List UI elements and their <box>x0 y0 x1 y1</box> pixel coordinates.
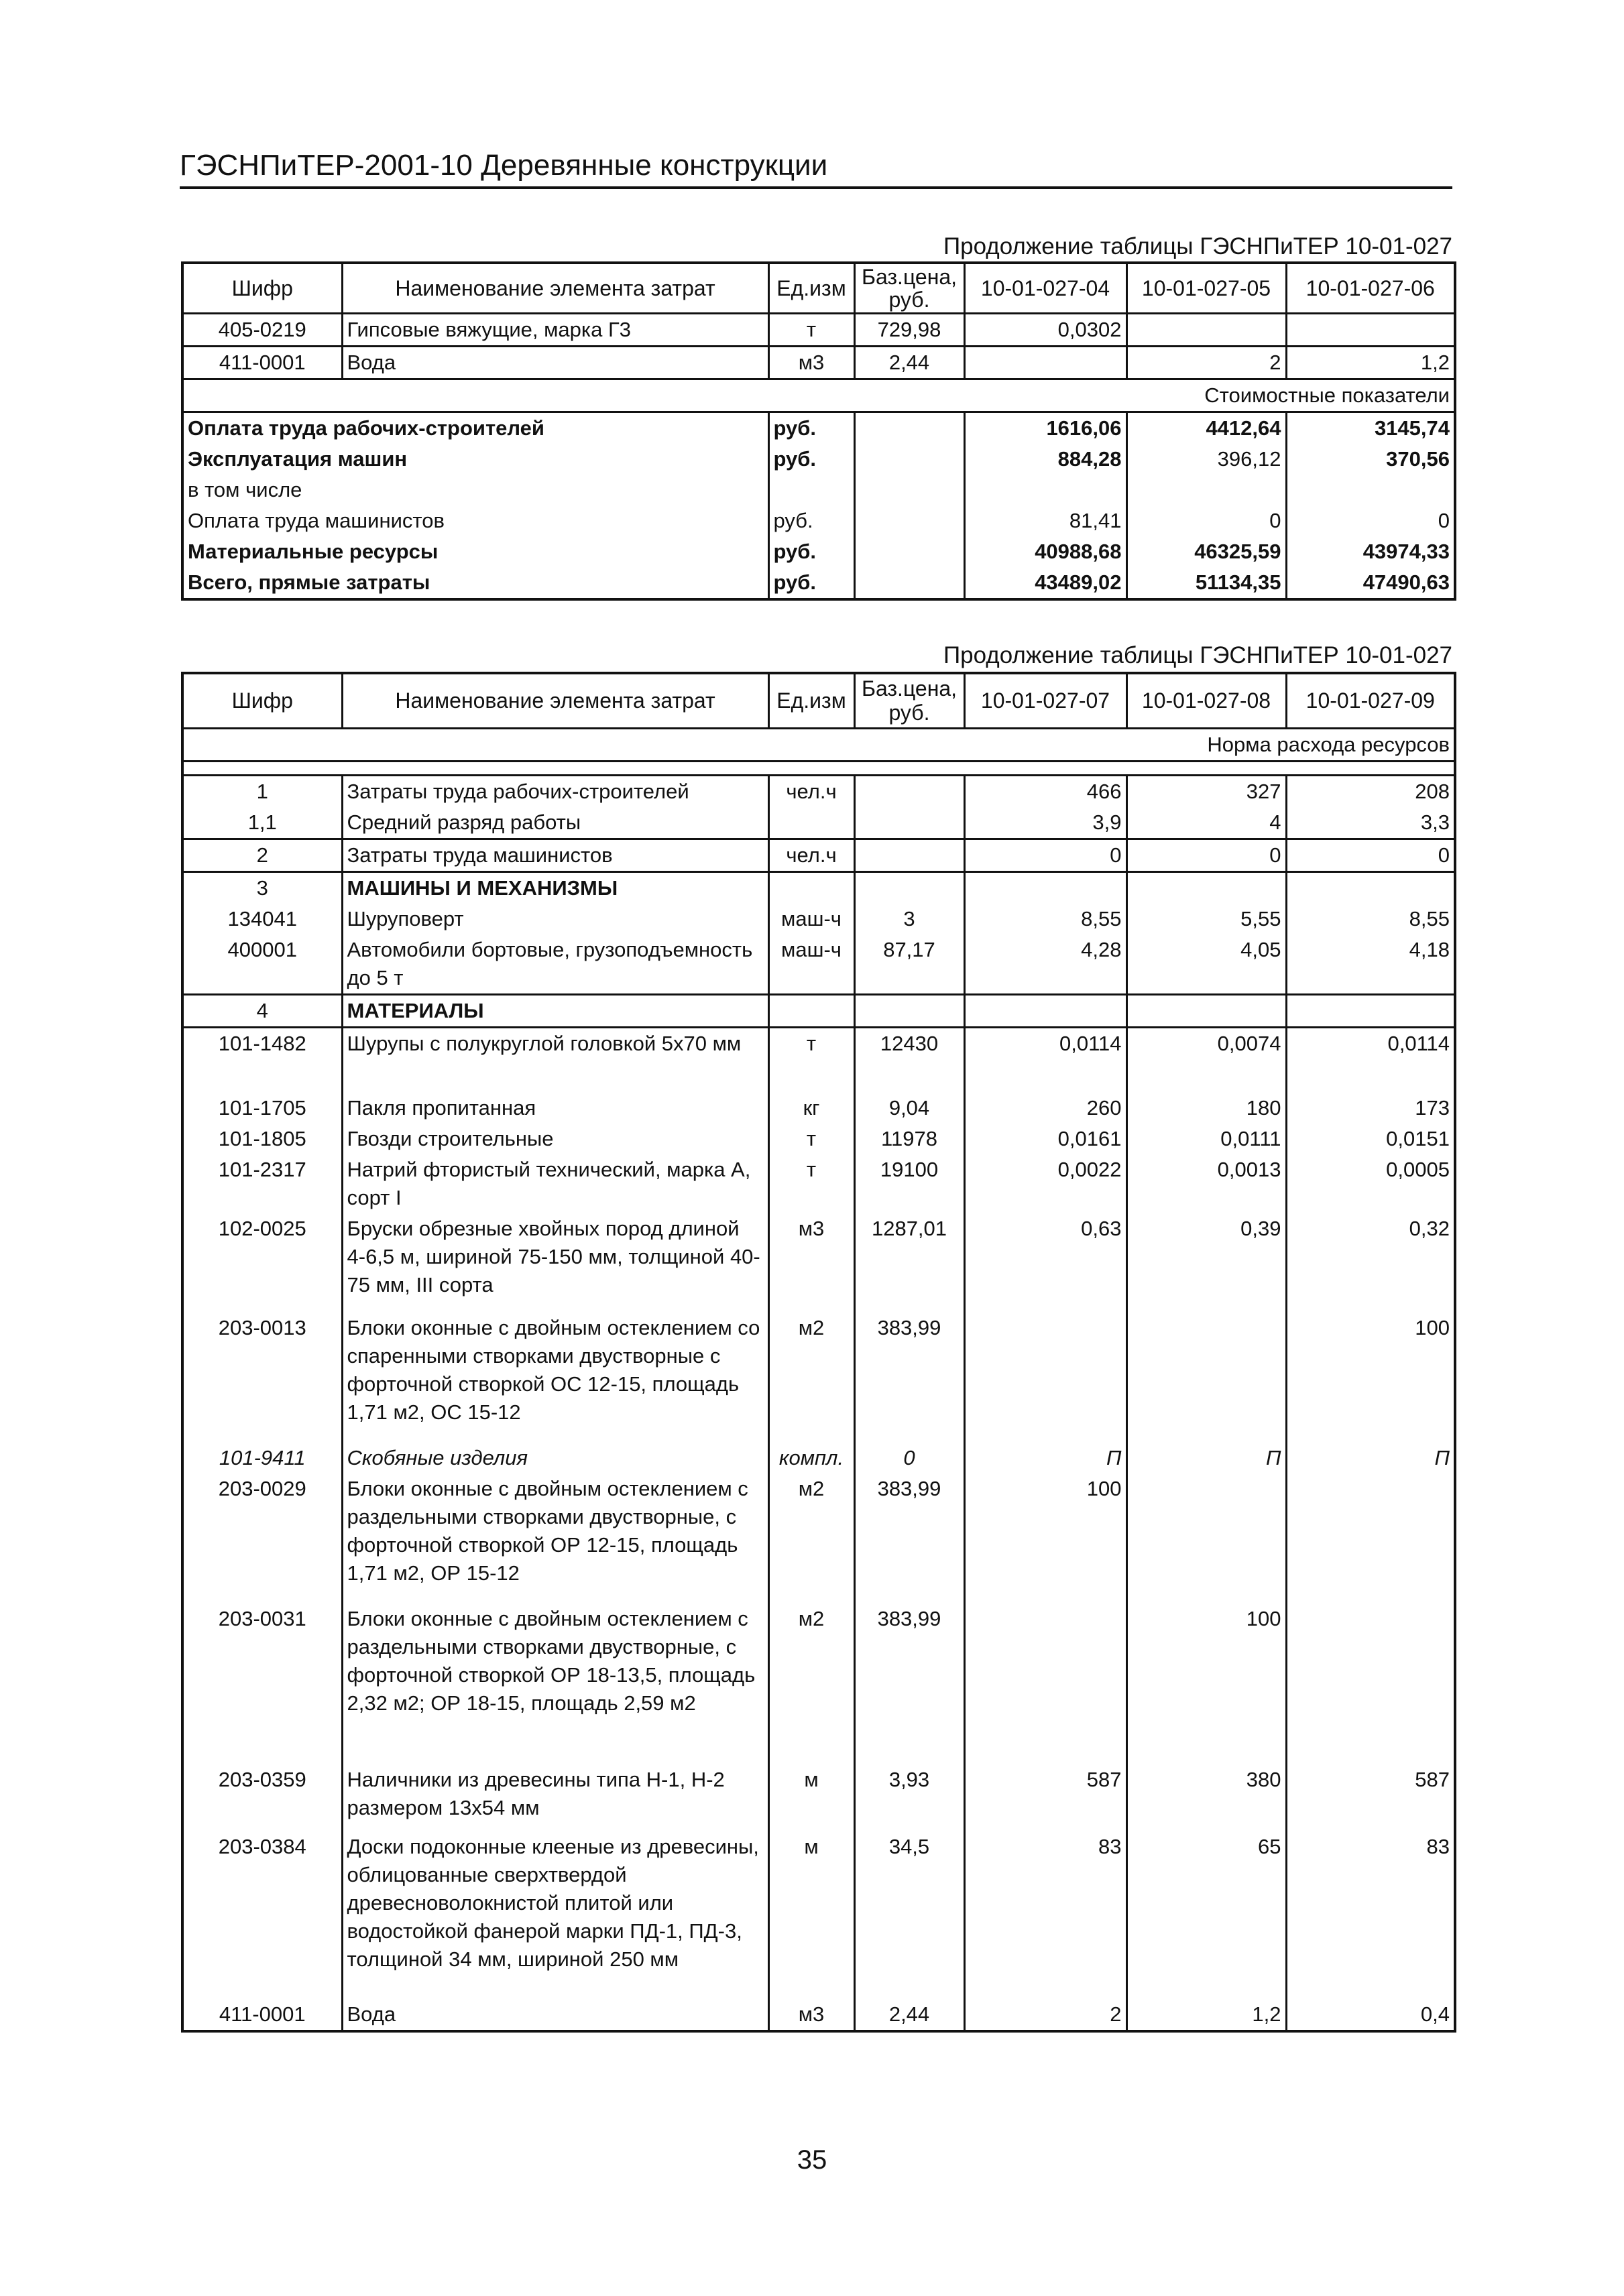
cell-v3: 0,4 <box>1286 1999 1455 2031</box>
table-row <box>182 871 1455 904</box>
table-row <box>182 505 1455 536</box>
cell-v1: 587 <box>964 1764 1126 1831</box>
cell-name: Материальные ресурсы <box>182 536 768 567</box>
cell-v1: 0,0114 <box>964 1027 1126 1093</box>
cell-v2: 180 <box>1126 1093 1286 1124</box>
table-row <box>182 475 1455 505</box>
cell-unit: м2 <box>768 1604 854 1764</box>
cell-v1: 3,9 <box>964 807 1126 839</box>
cell-v1: 100 <box>964 1473 1126 1604</box>
table-row <box>182 347 1455 379</box>
cell-v3: 4,18 <box>1286 934 1455 995</box>
spacer-row <box>182 761 1455 775</box>
cell-code: 411-0001 <box>182 1999 342 2031</box>
cell-unit <box>768 807 854 839</box>
cell-v2: 0,39 <box>1126 1213 1286 1313</box>
cell-v3: 0 <box>1286 505 1455 536</box>
cell-code: 1 <box>182 775 342 807</box>
cell-name: Натрий фтористый технический, марка А, сорт I <box>342 1154 768 1213</box>
cell-price: 11978 <box>854 1124 964 1154</box>
cell-price <box>854 807 964 839</box>
cell-name: Наличники из древесины типа Н-1, Н-2 размером 13х54 мм <box>342 1764 768 1831</box>
cell-v2: 327 <box>1126 775 1286 807</box>
header-col3: 10-01-027-06 <box>1286 263 1455 314</box>
cell-v1: 0,63 <box>964 1213 1126 1313</box>
cell-unit: м2 <box>768 1473 854 1604</box>
cell-code: 405-0219 <box>182 314 342 347</box>
cell-v3: 0,32 <box>1286 1213 1455 1313</box>
cell-code: 101-1805 <box>182 1124 342 1154</box>
cell-unit: руб. <box>768 536 854 567</box>
table-row <box>182 412 1455 444</box>
cell-v1: 0,0022 <box>964 1154 1126 1213</box>
cell-unit: маш-ч <box>768 934 854 995</box>
cell-v3: 0,0005 <box>1286 1154 1455 1213</box>
cell-unit: м <box>768 1831 854 1999</box>
cell-v3 <box>1286 475 1455 505</box>
cell-name: Вода <box>342 1999 768 2031</box>
header-price: Баз.цена, руб. <box>854 673 964 728</box>
cell-v2: 0 <box>1126 505 1286 536</box>
table-row <box>182 807 1455 839</box>
table-row <box>182 314 1455 347</box>
cell-name: Блоки оконные с двойным остеклением со спаренными створками двустворные с форточной створкой ОС 12-15, площадь 1,71 м2, ОС 15-12 <box>342 1313 768 1443</box>
cell-v3: 47490,63 <box>1286 567 1455 599</box>
cell-name: Гвозди строительные <box>342 1124 768 1154</box>
cell-code: 203-0031 <box>182 1604 342 1764</box>
cell-v3: 1,2 <box>1286 347 1455 379</box>
table-row <box>182 1213 1455 1313</box>
table-row <box>182 775 1455 807</box>
cell-v2: 0,0111 <box>1126 1124 1286 1154</box>
cell-unit: руб. <box>768 567 854 599</box>
header-unit: Ед.изм <box>768 673 854 728</box>
cell-name: Бруски обрезные хвойных пород длиной 4-6,5 м, шириной 75-150 мм, толщиной 40-75 мм, III сорта <box>342 1213 768 1313</box>
cell-name: МАШИНЫ И МЕХАНИЗМЫ <box>342 871 768 904</box>
cell-v3 <box>1286 314 1455 347</box>
cell-code: 411-0001 <box>182 347 342 379</box>
table-row <box>182 1473 1455 1604</box>
cell-code: 2 <box>182 839 342 871</box>
table-row <box>182 994 1455 1027</box>
cell-code: 101-9411 <box>182 1443 342 1473</box>
cell-v1: 40988,68 <box>964 536 1126 567</box>
cell-name: в том числе <box>182 475 768 505</box>
table-row <box>182 1999 1455 2031</box>
cell-price: 729,98 <box>854 314 964 347</box>
cell-price: 12430 <box>854 1027 964 1093</box>
cell-price: 0 <box>854 1443 964 1473</box>
cell-price <box>854 567 964 599</box>
cell-unit: т <box>768 1124 854 1154</box>
section-label: Стоимостные показатели <box>182 379 1455 412</box>
cell-v3: 0,0151 <box>1286 1124 1455 1154</box>
cell-name: Шурупы с полукруглой головкой 5х70 мм <box>342 1027 768 1093</box>
cell-unit: т <box>768 1154 854 1213</box>
page-number: 35 <box>797 2145 827 2175</box>
cell-price: 3 <box>854 904 964 934</box>
cell-v1: 43489,02 <box>964 567 1126 599</box>
cell-v1: 83 <box>964 1831 1126 1999</box>
cell-v2: 1,2 <box>1126 1999 1286 2031</box>
cell-v3 <box>1286 1604 1455 1764</box>
cell-price <box>854 505 964 536</box>
table-row <box>182 1604 1455 1764</box>
cell-name: Блоки оконные с двойным остеклением с раздельными створками двустворные, с форточной створкой ОР 18-13,5, площадь 2,32 м2; ОР 18-15, площадь 2,59 м2 <box>342 1604 768 1764</box>
table-row <box>182 1313 1455 1443</box>
cell-v2: 46325,59 <box>1126 536 1286 567</box>
cell-price: 34,5 <box>854 1831 964 1999</box>
table-row <box>182 904 1455 934</box>
page-header: ГЭСНПиТЕР-2001-10 Деревянные конструкции <box>180 149 1452 189</box>
cell-v1 <box>964 347 1126 379</box>
cell-code: 101-2317 <box>182 1154 342 1213</box>
cell-price: 3,93 <box>854 1764 964 1831</box>
header-code: Шифр <box>182 263 342 314</box>
table-row <box>182 567 1455 599</box>
cell-unit: маш-ч <box>768 904 854 934</box>
cell-price <box>854 412 964 444</box>
cell-price: 2,44 <box>854 347 964 379</box>
cell-code: 102-0025 <box>182 1213 342 1313</box>
cell-v2 <box>1126 314 1286 347</box>
cell-unit: м3 <box>768 1999 854 2031</box>
header-col1: 10-01-027-04 <box>964 263 1126 314</box>
header-name: Наименование элемента затрат <box>342 263 768 314</box>
cell-unit: руб. <box>768 444 854 475</box>
cell-code: 4 <box>182 994 342 1027</box>
cell-v2: 0,0074 <box>1126 1027 1286 1093</box>
table-row <box>182 1154 1455 1213</box>
cell-code: 203-0359 <box>182 1764 342 1831</box>
cell-price <box>854 536 964 567</box>
cell-name: Затраты труда рабочих-строителей <box>342 775 768 807</box>
table1 <box>181 261 1456 601</box>
header-unit: Ед.изм <box>768 263 854 314</box>
cell-code: 203-0029 <box>182 1473 342 1604</box>
cell-v1 <box>964 994 1126 1027</box>
cell-unit: руб. <box>768 412 854 444</box>
table-row <box>182 1764 1455 1831</box>
cell-name: Эксплуатация машин <box>182 444 768 475</box>
cell-v2: 4,05 <box>1126 934 1286 995</box>
cell-v2: 65 <box>1126 1831 1286 1999</box>
cell-v1 <box>964 871 1126 904</box>
cell-v2: 100 <box>1126 1604 1286 1764</box>
cell-price <box>854 475 964 505</box>
cell-v3: 3145,74 <box>1286 412 1455 444</box>
cell-code: 1,1 <box>182 807 342 839</box>
cell-v1: 8,55 <box>964 904 1126 934</box>
table-row <box>182 536 1455 567</box>
header-col3: 10-01-027-09 <box>1286 673 1455 728</box>
cell-code: 101-1482 <box>182 1027 342 1093</box>
cell-name: Гипсовые вяжущие, марка Г3 <box>342 314 768 347</box>
table-row <box>182 1093 1455 1124</box>
cell-v3: 100 <box>1286 1313 1455 1443</box>
cell-code: 203-0013 <box>182 1313 342 1443</box>
cell-name: Средний разряд работы <box>342 807 768 839</box>
cell-v2 <box>1126 994 1286 1027</box>
cell-v2: П <box>1126 1443 1286 1473</box>
cell-v3: 8,55 <box>1286 904 1455 934</box>
table-row <box>182 1027 1455 1093</box>
cell-price: 2,44 <box>854 1999 964 2031</box>
cell-code: 101-1705 <box>182 1093 342 1124</box>
cell-v3: 370,56 <box>1286 444 1455 475</box>
cell-v2 <box>1126 1313 1286 1443</box>
cell-v3: 0,0114 <box>1286 1027 1455 1093</box>
cell-name: Оплата труда рабочих-строителей <box>182 412 768 444</box>
cell-unit: м2 <box>768 1313 854 1443</box>
cell-price: 383,99 <box>854 1313 964 1443</box>
cell-price: 19100 <box>854 1154 964 1213</box>
cell-unit: м <box>768 1764 854 1831</box>
cell-name: Шуруповерт <box>342 904 768 934</box>
cell-unit: кг <box>768 1093 854 1124</box>
cell-v2: 0 <box>1126 839 1286 871</box>
cell-name: Пакля пропитанная <box>342 1093 768 1124</box>
cell-v3 <box>1286 871 1455 904</box>
section-row <box>182 728 1455 761</box>
cell-price <box>854 775 964 807</box>
cell-v2: 4412,64 <box>1126 412 1286 444</box>
cell-code: 203-0384 <box>182 1831 342 1999</box>
cell-price <box>854 839 964 871</box>
cell-v1: 0,0161 <box>964 1124 1126 1154</box>
header-col2: 10-01-027-05 <box>1126 263 1286 314</box>
table-row <box>182 934 1455 995</box>
cell-price: 1287,01 <box>854 1213 964 1313</box>
cell-v1: 1616,06 <box>964 412 1126 444</box>
header-col1: 10-01-027-07 <box>964 673 1126 728</box>
cell-v1 <box>964 1604 1126 1764</box>
cell-v3: 83 <box>1286 1831 1455 1999</box>
table-row <box>182 1124 1455 1154</box>
cell-v1: 0,0302 <box>964 314 1126 347</box>
cell-price <box>854 871 964 904</box>
cell-name: Оплата труда машинистов <box>182 505 768 536</box>
cell-code: 134041 <box>182 904 342 934</box>
cell-v3: 3,3 <box>1286 807 1455 839</box>
cell-v1: 2 <box>964 1999 1126 2031</box>
cell-v3: 0 <box>1286 839 1455 871</box>
cell-unit <box>768 475 854 505</box>
cell-v3: П <box>1286 1443 1455 1473</box>
cell-unit: м3 <box>768 347 854 379</box>
cell-v2: 0,0013 <box>1126 1154 1286 1213</box>
cell-v1: 0 <box>964 839 1126 871</box>
cell-name: Затраты труда машинистов <box>342 839 768 871</box>
cell-price: 383,99 <box>854 1604 964 1764</box>
cell-unit <box>768 871 854 904</box>
cell-v2: 4 <box>1126 807 1286 839</box>
cell-unit <box>768 994 854 1027</box>
cell-code: 400001 <box>182 934 342 995</box>
cell-name: Блоки оконные с двойным остеклением с раздельными створками двустворные, с форточной створкой ОР 12-15, площадь 1,71 м2, ОР 15-12 <box>342 1473 768 1604</box>
cell-price <box>854 994 964 1027</box>
table2-caption: Продолжение таблицы ГЭСНПиТЕР 10-01-027 <box>943 642 1452 668</box>
table-row <box>182 1831 1455 1999</box>
table1-caption: Продолжение таблицы ГЭСНПиТЕР 10-01-027 <box>943 233 1452 259</box>
cell-code: 3 <box>182 871 342 904</box>
cell-name: Доски подоконные клееные из древесины, облицованные сверхтвердой древесноволокнистой плитой или водостойкой фанерой марки ПД-1, ПД-3, толщиной 34 мм, шириной 250 мм <box>342 1831 768 1999</box>
cell-name: МАТЕРИАЛЫ <box>342 994 768 1027</box>
cell-price: 87,17 <box>854 934 964 995</box>
cell-v3: 208 <box>1286 775 1455 807</box>
cell-name: Автомобили бортовые, грузоподъемность до 5 т <box>342 934 768 995</box>
cell-unit: компл. <box>768 1443 854 1473</box>
cell-unit: т <box>768 1027 854 1093</box>
cell-v2: 51134,35 <box>1126 567 1286 599</box>
cell-v2: 396,12 <box>1126 444 1286 475</box>
cell-unit: руб. <box>768 505 854 536</box>
cell-v2: 5,55 <box>1126 904 1286 934</box>
cell-name: Скобяные изделия <box>342 1443 768 1473</box>
cell-v2: 380 <box>1126 1764 1286 1831</box>
table-row <box>182 1443 1455 1473</box>
section-label: Норма расхода ресурсов <box>182 728 1455 761</box>
cell-unit: чел.ч <box>768 775 854 807</box>
cell-name: Всего, прямые затраты <box>182 567 768 599</box>
cell-v1: 4,28 <box>964 934 1126 995</box>
cell-v2 <box>1126 1473 1286 1604</box>
cell-v1: 466 <box>964 775 1126 807</box>
cell-v2 <box>1126 871 1286 904</box>
cell-v1 <box>964 475 1126 505</box>
cell-unit: чел.ч <box>768 839 854 871</box>
cell-name: Вода <box>342 347 768 379</box>
table-row <box>182 444 1455 475</box>
header-code: Шифр <box>182 673 342 728</box>
cell-v1: 884,28 <box>964 444 1126 475</box>
cell-v3: 587 <box>1286 1764 1455 1831</box>
cell-v3: 43974,33 <box>1286 536 1455 567</box>
header-name: Наименование элемента затрат <box>342 673 768 728</box>
cell-v1: П <box>964 1443 1126 1473</box>
cell-price: 383,99 <box>854 1473 964 1604</box>
cell-v2: 2 <box>1126 347 1286 379</box>
cell-v3 <box>1286 994 1455 1027</box>
table-row <box>182 839 1455 871</box>
header-col2: 10-01-027-08 <box>1126 673 1286 728</box>
cell-v1: 81,41 <box>964 505 1126 536</box>
cell-unit: м3 <box>768 1213 854 1313</box>
cell-v1: 260 <box>964 1093 1126 1124</box>
cell-price <box>854 444 964 475</box>
cell-price: 9,04 <box>854 1093 964 1124</box>
cell-v1 <box>964 1313 1126 1443</box>
table2 <box>181 672 1456 2033</box>
cell-v3 <box>1286 1473 1455 1604</box>
cell-v3: 173 <box>1286 1093 1455 1124</box>
section-row <box>182 379 1455 412</box>
header-price: Баз.цена, руб. <box>854 263 964 314</box>
cell-unit: т <box>768 314 854 347</box>
cell-v2 <box>1126 475 1286 505</box>
